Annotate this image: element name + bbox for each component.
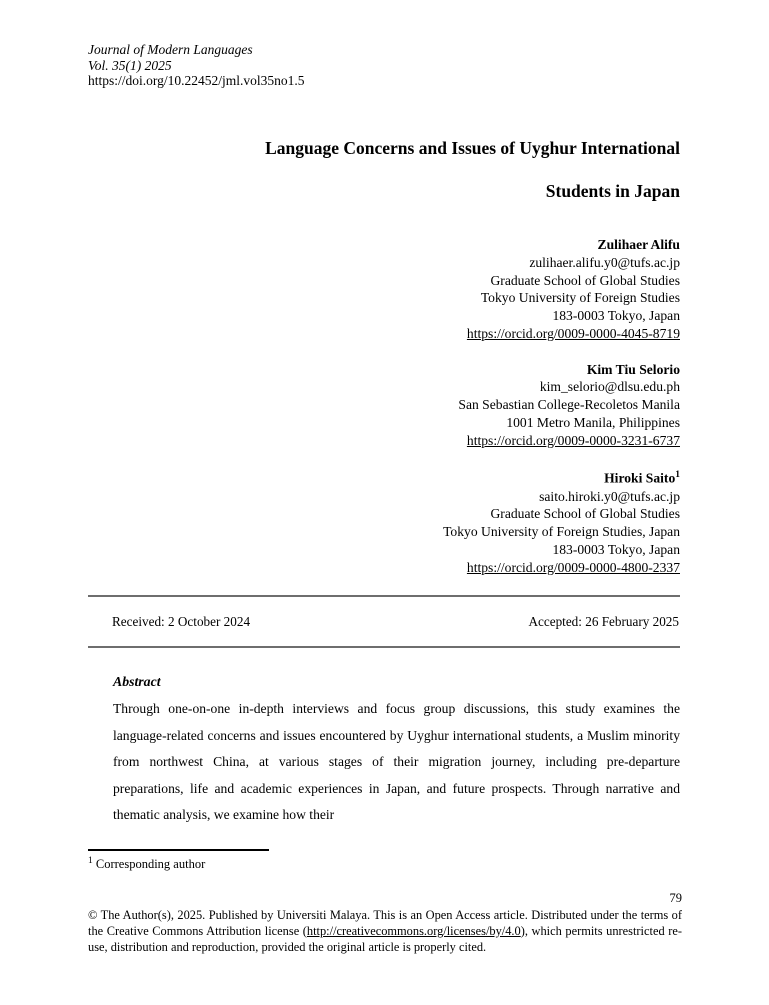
author-affiliation: Tokyo University of Foreign Studies	[480, 290, 680, 306]
author-email: kim_selorio@dlsu.edu.ph	[539, 379, 680, 395]
footnote-reference: 1	[675, 470, 680, 481]
paper-title-line-1: Language Concerns and Issues of Uyghur International	[265, 138, 680, 158]
footnote	[88, 856, 205, 872]
author-orcid-link[interactable]: https://orcid.org/0009-0000-4800-2337	[466, 559, 680, 575]
author-block-2	[88, 361, 680, 450]
page-number: 79	[669, 891, 682, 905]
author-orcid-link[interactable]: https://orcid.org/0009-0000-4045-8719	[466, 325, 680, 341]
author-orcid-link[interactable]: https://orcid.org/0009-0000-3231-6737	[466, 432, 680, 448]
footnote-marker: 1	[88, 856, 93, 866]
authors-section	[88, 236, 680, 577]
author-affiliation: Tokyo University of Foreign Studies, Japan	[443, 524, 680, 540]
author-affiliation: Graduate School of Global Studies	[490, 506, 680, 522]
received-accepted-bar	[88, 595, 680, 648]
footnote-text: Corresponding author	[95, 857, 206, 872]
author-block-1	[88, 236, 680, 343]
author-name: Zulihaer Alifu	[597, 237, 680, 252]
abstract-section	[113, 669, 680, 829]
author-affiliation: Graduate School of Global Studies	[490, 272, 680, 288]
author-name	[88, 467, 680, 487]
author-email: zulihaer.alifu.y0@tufs.ac.jp	[529, 254, 680, 270]
copyright-notice	[88, 908, 682, 955]
author-address: 183-0003 Tokyo, Japan	[552, 308, 680, 324]
author-address: 183-0003 Tokyo, Japan	[552, 542, 680, 558]
author-name-text: Hiroki Saito	[604, 470, 676, 486]
accepted-date: Accepted: 26 February 2025	[528, 613, 679, 629]
journal-volume: Vol. 35(1) 2025	[88, 57, 172, 73]
author-affiliation: San Sebastian College-Recoletos Manila	[458, 397, 680, 413]
paper-title	[88, 127, 680, 213]
copyright-text-post: ), which permits unrestricted re-use, distribution and reproduction, provided the original article is properly cited.	[88, 923, 682, 954]
license-link[interactable]: http://creativecommons.org/licenses/by/4.0	[306, 923, 521, 938]
paper-title-line-2: Students in Japan	[545, 181, 680, 201]
journal-header	[88, 42, 305, 89]
footnote-divider	[88, 849, 269, 851]
abstract-text: Through one-on-one in-depth interviews and focus group discussions, this study examines the language-related concerns and issues encountered by Uyghur international students, a Muslim minority from northwest China, at various stages of their migration journey, including pre-departure preparations, life and academic experiences in Japan, and future prospects. Through narrative and thematic analysis, we examine how their	[113, 701, 680, 823]
journal-doi-link[interactable]: https://doi.org/10.22452/jml.vol35no1.5	[88, 73, 305, 88]
received-date: Received: 2 October 2024	[112, 613, 251, 629]
journal-name: Journal of Modern Languages	[88, 42, 253, 57]
author-address: 1001 Metro Manila, Philippines	[506, 414, 680, 430]
abstract-heading: Abstract	[113, 674, 161, 689]
author-email: saito.hiroki.y0@tufs.ac.jp	[539, 488, 680, 504]
author-name: Kim Tiu Selorio	[586, 361, 680, 377]
copyright-text-pre: © The Author(s), 2025. Published by Universiti Malaya. This is an Open Access article. Distributed under the terms of the Creative Commons Attribution license (	[88, 908, 682, 938]
author-block-3	[88, 467, 680, 576]
